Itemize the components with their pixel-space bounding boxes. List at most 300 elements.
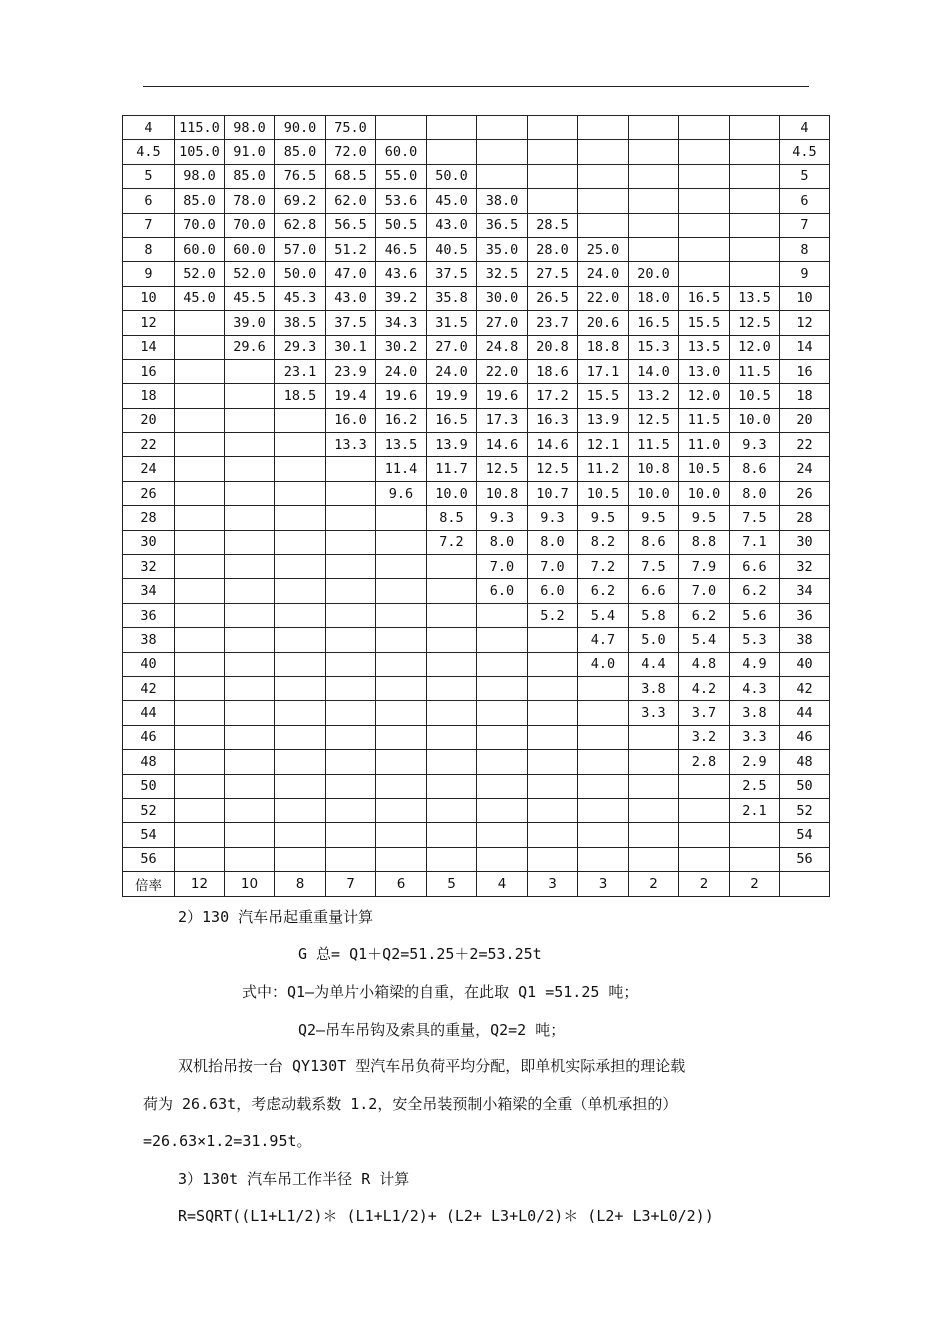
radius-cell-left: 38 <box>123 628 175 652</box>
table-row <box>123 481 830 505</box>
load-value-cell <box>225 652 275 676</box>
load-value-cell <box>629 823 679 847</box>
definition-q2: Q2—吊车吊钩及索具的重量，Q2=2 吨； <box>298 1021 566 1039</box>
table-row <box>123 823 830 847</box>
paragraph-line-1: 双机抬吊按一台 QY130T 型汽车吊负荷平均分配，即单机实际承担的理论载 <box>178 1057 686 1075</box>
table-row <box>123 530 830 554</box>
load-value-cell: 19.6 <box>477 384 528 408</box>
load-value-cell: 5.6 <box>730 603 780 627</box>
load-value-cell: 24.0 <box>376 359 427 383</box>
load-value-cell <box>477 774 528 798</box>
table-row <box>123 189 830 213</box>
load-value-cell <box>427 652 477 676</box>
load-value-cell: 38.5 <box>275 311 326 335</box>
load-value-cell: 10.0 <box>629 481 679 505</box>
load-value-cell <box>629 774 679 798</box>
load-value-cell: 9.5 <box>629 506 679 530</box>
radius-cell-right: 12 <box>780 311 830 335</box>
load-value-cell <box>629 140 679 164</box>
radius-cell-right: 5 <box>780 164 830 188</box>
load-value-cell: 16.0 <box>326 408 376 432</box>
load-value-cell: 6.0 <box>528 579 578 603</box>
load-value-cell <box>427 774 477 798</box>
load-value-cell: 15.5 <box>679 311 730 335</box>
load-value-cell <box>225 433 275 457</box>
load-value-cell <box>275 774 326 798</box>
load-value-cell: 24.0 <box>578 262 629 286</box>
radius-cell-right: 26 <box>780 481 830 505</box>
load-value-cell <box>528 774 578 798</box>
radius-cell-right: 38 <box>780 628 830 652</box>
load-value-cell <box>376 506 427 530</box>
load-value-cell <box>376 116 427 140</box>
load-value-cell <box>225 725 275 749</box>
table-row <box>123 579 830 603</box>
table-row <box>123 359 830 383</box>
load-value-cell: 3.8 <box>629 676 679 700</box>
load-value-cell: 6.2 <box>730 579 780 603</box>
load-value-cell <box>679 140 730 164</box>
load-value-cell <box>275 530 326 554</box>
radius-cell-right: 8 <box>780 237 830 261</box>
load-value-cell <box>477 676 528 700</box>
load-value-cell <box>427 628 477 652</box>
load-value-cell: 7.2 <box>427 530 477 554</box>
load-value-cell: 32.5 <box>477 262 528 286</box>
load-value-cell: 2.8 <box>679 750 730 774</box>
load-value-cell: 13.5 <box>730 286 780 310</box>
load-value-cell: 18.6 <box>528 359 578 383</box>
load-value-cell <box>175 628 225 652</box>
load-value-cell <box>326 676 376 700</box>
load-value-cell <box>175 823 225 847</box>
load-value-cell: 3 <box>578 872 629 896</box>
load-value-cell <box>175 603 225 627</box>
load-value-cell <box>225 408 275 432</box>
load-value-cell <box>629 725 679 749</box>
load-value-cell <box>175 359 225 383</box>
header-rule <box>143 86 809 87</box>
radius-cell-right: 14 <box>780 335 830 359</box>
load-value-cell: 5.3 <box>730 628 780 652</box>
load-value-cell <box>175 774 225 798</box>
load-value-cell <box>376 823 427 847</box>
load-value-cell: 11.0 <box>679 433 730 457</box>
load-value-cell <box>730 847 780 871</box>
load-value-cell <box>225 603 275 627</box>
load-value-cell <box>427 603 477 627</box>
load-value-cell: 90.0 <box>275 116 326 140</box>
load-value-cell: 22.0 <box>578 286 629 310</box>
radius-cell-right: 4 <box>780 116 830 140</box>
load-value-cell <box>578 750 629 774</box>
load-value-cell <box>326 701 376 725</box>
load-value-cell <box>679 189 730 213</box>
load-value-cell: 51.2 <box>326 237 376 261</box>
load-value-cell <box>679 237 730 261</box>
load-value-cell: 8.0 <box>730 481 780 505</box>
table-row <box>123 798 830 822</box>
load-value-cell <box>578 676 629 700</box>
radius-cell-left: 28 <box>123 506 175 530</box>
load-value-cell: 98.0 <box>175 164 225 188</box>
load-value-cell <box>578 798 629 822</box>
load-value-cell: 9.3 <box>528 506 578 530</box>
load-value-cell <box>225 676 275 700</box>
load-value-cell <box>679 847 730 871</box>
radius-cell-left: 26 <box>123 481 175 505</box>
load-value-cell <box>629 798 679 822</box>
radius-cell-left: 22 <box>123 433 175 457</box>
table-row <box>123 457 830 481</box>
load-value-cell <box>225 750 275 774</box>
load-value-cell <box>326 652 376 676</box>
load-value-cell <box>578 847 629 871</box>
load-value-cell: 35.0 <box>477 237 528 261</box>
load-value-cell: 70.0 <box>225 213 275 237</box>
load-value-cell <box>175 481 225 505</box>
load-value-cell: 62.0 <box>326 189 376 213</box>
load-value-cell: 37.5 <box>427 262 477 286</box>
load-value-cell <box>730 189 780 213</box>
load-value-cell <box>730 213 780 237</box>
load-value-cell: 7.2 <box>578 555 629 579</box>
load-value-cell <box>477 628 528 652</box>
load-value-cell <box>427 701 477 725</box>
radius-cell-left: 4.5 <box>123 140 175 164</box>
load-value-cell: 16.5 <box>629 311 679 335</box>
load-value-cell: 4.2 <box>679 676 730 700</box>
radius-cell-left: 9 <box>123 262 175 286</box>
load-value-cell: 28.5 <box>528 213 578 237</box>
load-value-cell: 30.0 <box>477 286 528 310</box>
load-value-cell: 29.6 <box>225 335 275 359</box>
load-value-cell: 37.5 <box>326 311 376 335</box>
load-value-cell <box>275 652 326 676</box>
load-value-cell <box>225 506 275 530</box>
load-value-cell: 6 <box>376 872 427 896</box>
load-value-cell <box>629 237 679 261</box>
load-value-cell <box>528 676 578 700</box>
load-value-cell <box>376 847 427 871</box>
load-value-cell <box>326 506 376 530</box>
table-row <box>123 701 830 725</box>
load-value-cell: 12.5 <box>528 457 578 481</box>
load-value-cell: 43.0 <box>326 286 376 310</box>
load-value-cell: 9.6 <box>376 481 427 505</box>
load-value-cell: 2 <box>679 872 730 896</box>
load-value-cell <box>528 164 578 188</box>
radius-cell-left: 14 <box>123 335 175 359</box>
load-value-cell <box>730 140 780 164</box>
load-value-cell: 13.5 <box>376 433 427 457</box>
radius-cell-left: 50 <box>123 774 175 798</box>
load-value-cell: 10.7 <box>528 481 578 505</box>
load-value-cell: 50.5 <box>376 213 427 237</box>
load-value-cell <box>578 140 629 164</box>
load-value-cell: 12.0 <box>730 335 780 359</box>
load-value-cell <box>175 311 225 335</box>
load-value-cell <box>326 774 376 798</box>
load-value-cell <box>578 725 629 749</box>
load-value-cell <box>427 676 477 700</box>
load-value-cell: 98.0 <box>225 116 275 140</box>
load-value-cell: 50.0 <box>427 164 477 188</box>
load-value-cell <box>175 530 225 554</box>
load-value-cell <box>225 579 275 603</box>
load-value-cell: 85.0 <box>275 140 326 164</box>
load-value-cell <box>225 481 275 505</box>
load-value-cell: 68.5 <box>326 164 376 188</box>
load-value-cell: 2.1 <box>730 798 780 822</box>
load-value-cell: 11.5 <box>679 408 730 432</box>
load-value-cell: 10.5 <box>679 457 730 481</box>
radius-cell-right: 40 <box>780 652 830 676</box>
load-value-cell: 72.0 <box>326 140 376 164</box>
radius-cell-right: 32 <box>780 555 830 579</box>
load-value-cell <box>225 555 275 579</box>
load-value-cell: 5.4 <box>679 628 730 652</box>
load-table-body <box>123 116 830 897</box>
load-value-cell <box>679 262 730 286</box>
load-value-cell <box>275 798 326 822</box>
load-value-cell: 4.0 <box>578 652 629 676</box>
radius-cell-right: 6 <box>780 189 830 213</box>
load-value-cell <box>477 652 528 676</box>
radius-cell-right: 44 <box>780 701 830 725</box>
load-value-cell <box>326 603 376 627</box>
radius-cell-right: 22 <box>780 433 830 457</box>
load-value-cell <box>275 676 326 700</box>
radius-cell-right: 48 <box>780 750 830 774</box>
load-value-cell <box>578 823 629 847</box>
load-value-cell: 13.0 <box>679 359 730 383</box>
radius-cell-right: 7 <box>780 213 830 237</box>
load-value-cell: 12.5 <box>730 311 780 335</box>
load-value-cell <box>376 725 427 749</box>
load-value-cell <box>427 579 477 603</box>
radius-cell-right: 4.5 <box>780 140 830 164</box>
table-row <box>123 116 830 140</box>
load-value-cell <box>528 189 578 213</box>
load-value-cell: 4.7 <box>578 628 629 652</box>
table-row <box>123 286 830 310</box>
load-value-cell <box>225 530 275 554</box>
load-value-cell <box>326 555 376 579</box>
load-value-cell <box>477 140 528 164</box>
load-value-cell: 7.9 <box>679 555 730 579</box>
radius-cell-left: 24 <box>123 457 175 481</box>
load-value-cell: 27.0 <box>477 311 528 335</box>
load-value-cell: 70.0 <box>175 213 225 237</box>
load-value-cell: 52.0 <box>225 262 275 286</box>
load-value-cell <box>376 530 427 554</box>
load-value-cell: 27.0 <box>427 335 477 359</box>
radius-cell-left: 16 <box>123 359 175 383</box>
load-value-cell: 18.5 <box>275 384 326 408</box>
load-value-cell <box>175 335 225 359</box>
load-value-cell: 69.2 <box>275 189 326 213</box>
load-value-cell <box>376 652 427 676</box>
load-value-cell <box>427 140 477 164</box>
load-value-cell <box>376 628 427 652</box>
load-value-cell: 7.0 <box>528 555 578 579</box>
table-row <box>123 652 830 676</box>
load-value-cell: 85.0 <box>175 189 225 213</box>
load-value-cell <box>225 823 275 847</box>
load-value-cell: 14.6 <box>477 433 528 457</box>
load-value-cell: 11.2 <box>578 457 629 481</box>
load-value-cell: 5.8 <box>629 603 679 627</box>
radius-cell-left: 12 <box>123 311 175 335</box>
table-row <box>123 262 830 286</box>
load-value-cell: 12 <box>175 872 225 896</box>
load-value-cell: 10.0 <box>427 481 477 505</box>
load-value-cell: 10 <box>225 872 275 896</box>
table-row <box>123 311 830 335</box>
load-value-cell: 12.1 <box>578 433 629 457</box>
table-row <box>123 847 830 871</box>
load-value-cell <box>225 701 275 725</box>
table-row <box>123 140 830 164</box>
load-value-cell: 9.3 <box>730 433 780 457</box>
radius-cell-right: 16 <box>780 359 830 383</box>
load-value-cell <box>225 847 275 871</box>
load-value-cell: 20.0 <box>629 262 679 286</box>
load-value-cell <box>679 116 730 140</box>
load-value-cell: 8.0 <box>477 530 528 554</box>
load-value-cell <box>528 823 578 847</box>
table-row <box>123 213 830 237</box>
load-value-cell <box>275 750 326 774</box>
load-value-cell: 20.8 <box>528 335 578 359</box>
load-value-cell: 8.0 <box>528 530 578 554</box>
load-value-cell: 10.0 <box>679 481 730 505</box>
load-value-cell: 45.5 <box>225 286 275 310</box>
load-value-cell: 9.5 <box>679 506 730 530</box>
load-value-cell <box>477 823 528 847</box>
load-value-cell <box>477 116 528 140</box>
load-value-cell: 8 <box>275 872 326 896</box>
load-value-cell: 60.0 <box>376 140 427 164</box>
load-value-cell: 6.0 <box>477 579 528 603</box>
radius-cell-left: 34 <box>123 579 175 603</box>
radius-cell-right: 24 <box>780 457 830 481</box>
radius-cell-left: 倍率 <box>123 872 175 896</box>
load-value-cell <box>578 116 629 140</box>
load-value-cell <box>326 628 376 652</box>
load-value-cell <box>427 798 477 822</box>
table-row <box>123 676 830 700</box>
load-value-cell: 23.7 <box>528 311 578 335</box>
table-row <box>123 506 830 530</box>
load-value-cell: 7.1 <box>730 530 780 554</box>
load-value-cell: 55.0 <box>376 164 427 188</box>
radius-cell-right: 36 <box>780 603 830 627</box>
table-row <box>123 335 830 359</box>
load-value-cell: 3.7 <box>679 701 730 725</box>
load-value-cell: 60.0 <box>225 237 275 261</box>
load-value-cell: 18.0 <box>629 286 679 310</box>
load-value-cell: 6.6 <box>629 579 679 603</box>
radius-cell-right <box>780 872 830 896</box>
load-value-cell: 4.9 <box>730 652 780 676</box>
load-value-cell <box>225 384 275 408</box>
load-value-cell <box>679 164 730 188</box>
load-value-cell: 26.5 <box>528 286 578 310</box>
load-value-cell <box>326 823 376 847</box>
load-value-cell <box>578 213 629 237</box>
load-value-cell: 12.0 <box>679 384 730 408</box>
load-value-cell: 2 <box>730 872 780 896</box>
radius-cell-left: 6 <box>123 189 175 213</box>
load-value-cell: 9.5 <box>578 506 629 530</box>
load-value-cell <box>427 847 477 871</box>
load-value-cell <box>578 189 629 213</box>
load-value-cell: 10.0 <box>730 408 780 432</box>
load-value-cell <box>376 579 427 603</box>
section-2-heading: 2）130 汽车吊起重重量计算 <box>178 908 374 926</box>
load-value-cell: 38.0 <box>477 189 528 213</box>
load-value-cell: 43.0 <box>427 213 477 237</box>
table-row <box>123 433 830 457</box>
load-value-cell <box>275 603 326 627</box>
table-row <box>123 774 830 798</box>
load-value-cell <box>477 164 528 188</box>
load-value-cell: 10.8 <box>629 457 679 481</box>
load-value-cell: 16.3 <box>528 408 578 432</box>
radius-cell-left: 36 <box>123 603 175 627</box>
load-value-cell: 75.0 <box>326 116 376 140</box>
load-value-cell <box>175 652 225 676</box>
load-value-cell: 3.3 <box>730 725 780 749</box>
load-value-cell: 10.5 <box>730 384 780 408</box>
table-row <box>123 750 830 774</box>
load-value-cell <box>275 701 326 725</box>
radius-cell-left: 32 <box>123 555 175 579</box>
load-value-cell <box>225 798 275 822</box>
load-value-cell: 91.0 <box>225 140 275 164</box>
load-value-cell: 13.9 <box>578 408 629 432</box>
load-value-cell: 13.2 <box>629 384 679 408</box>
load-value-cell: 23.1 <box>275 359 326 383</box>
load-value-cell: 13.3 <box>326 433 376 457</box>
load-value-cell <box>730 237 780 261</box>
radius-cell-right: 10 <box>780 286 830 310</box>
radius-cell-left: 10 <box>123 286 175 310</box>
load-value-cell <box>528 798 578 822</box>
load-value-cell: 39.0 <box>225 311 275 335</box>
load-value-cell <box>679 798 730 822</box>
load-value-cell: 34.3 <box>376 311 427 335</box>
load-value-cell: 16.5 <box>427 408 477 432</box>
load-value-cell <box>730 823 780 847</box>
load-value-cell <box>578 701 629 725</box>
radius-cell-left: 52 <box>123 798 175 822</box>
load-value-cell <box>175 701 225 725</box>
load-value-cell <box>326 579 376 603</box>
radius-cell-right: 54 <box>780 823 830 847</box>
load-value-cell <box>477 798 528 822</box>
formula-g-total: G 总= Q1＋Q2=51.25＋2=53.25t <box>298 945 542 963</box>
load-value-cell: 36.5 <box>477 213 528 237</box>
load-value-cell <box>225 628 275 652</box>
load-value-cell: 76.5 <box>275 164 326 188</box>
load-value-cell: 35.8 <box>427 286 477 310</box>
load-value-cell: 17.3 <box>477 408 528 432</box>
load-value-cell: 8.6 <box>629 530 679 554</box>
load-value-cell: 3 <box>528 872 578 896</box>
